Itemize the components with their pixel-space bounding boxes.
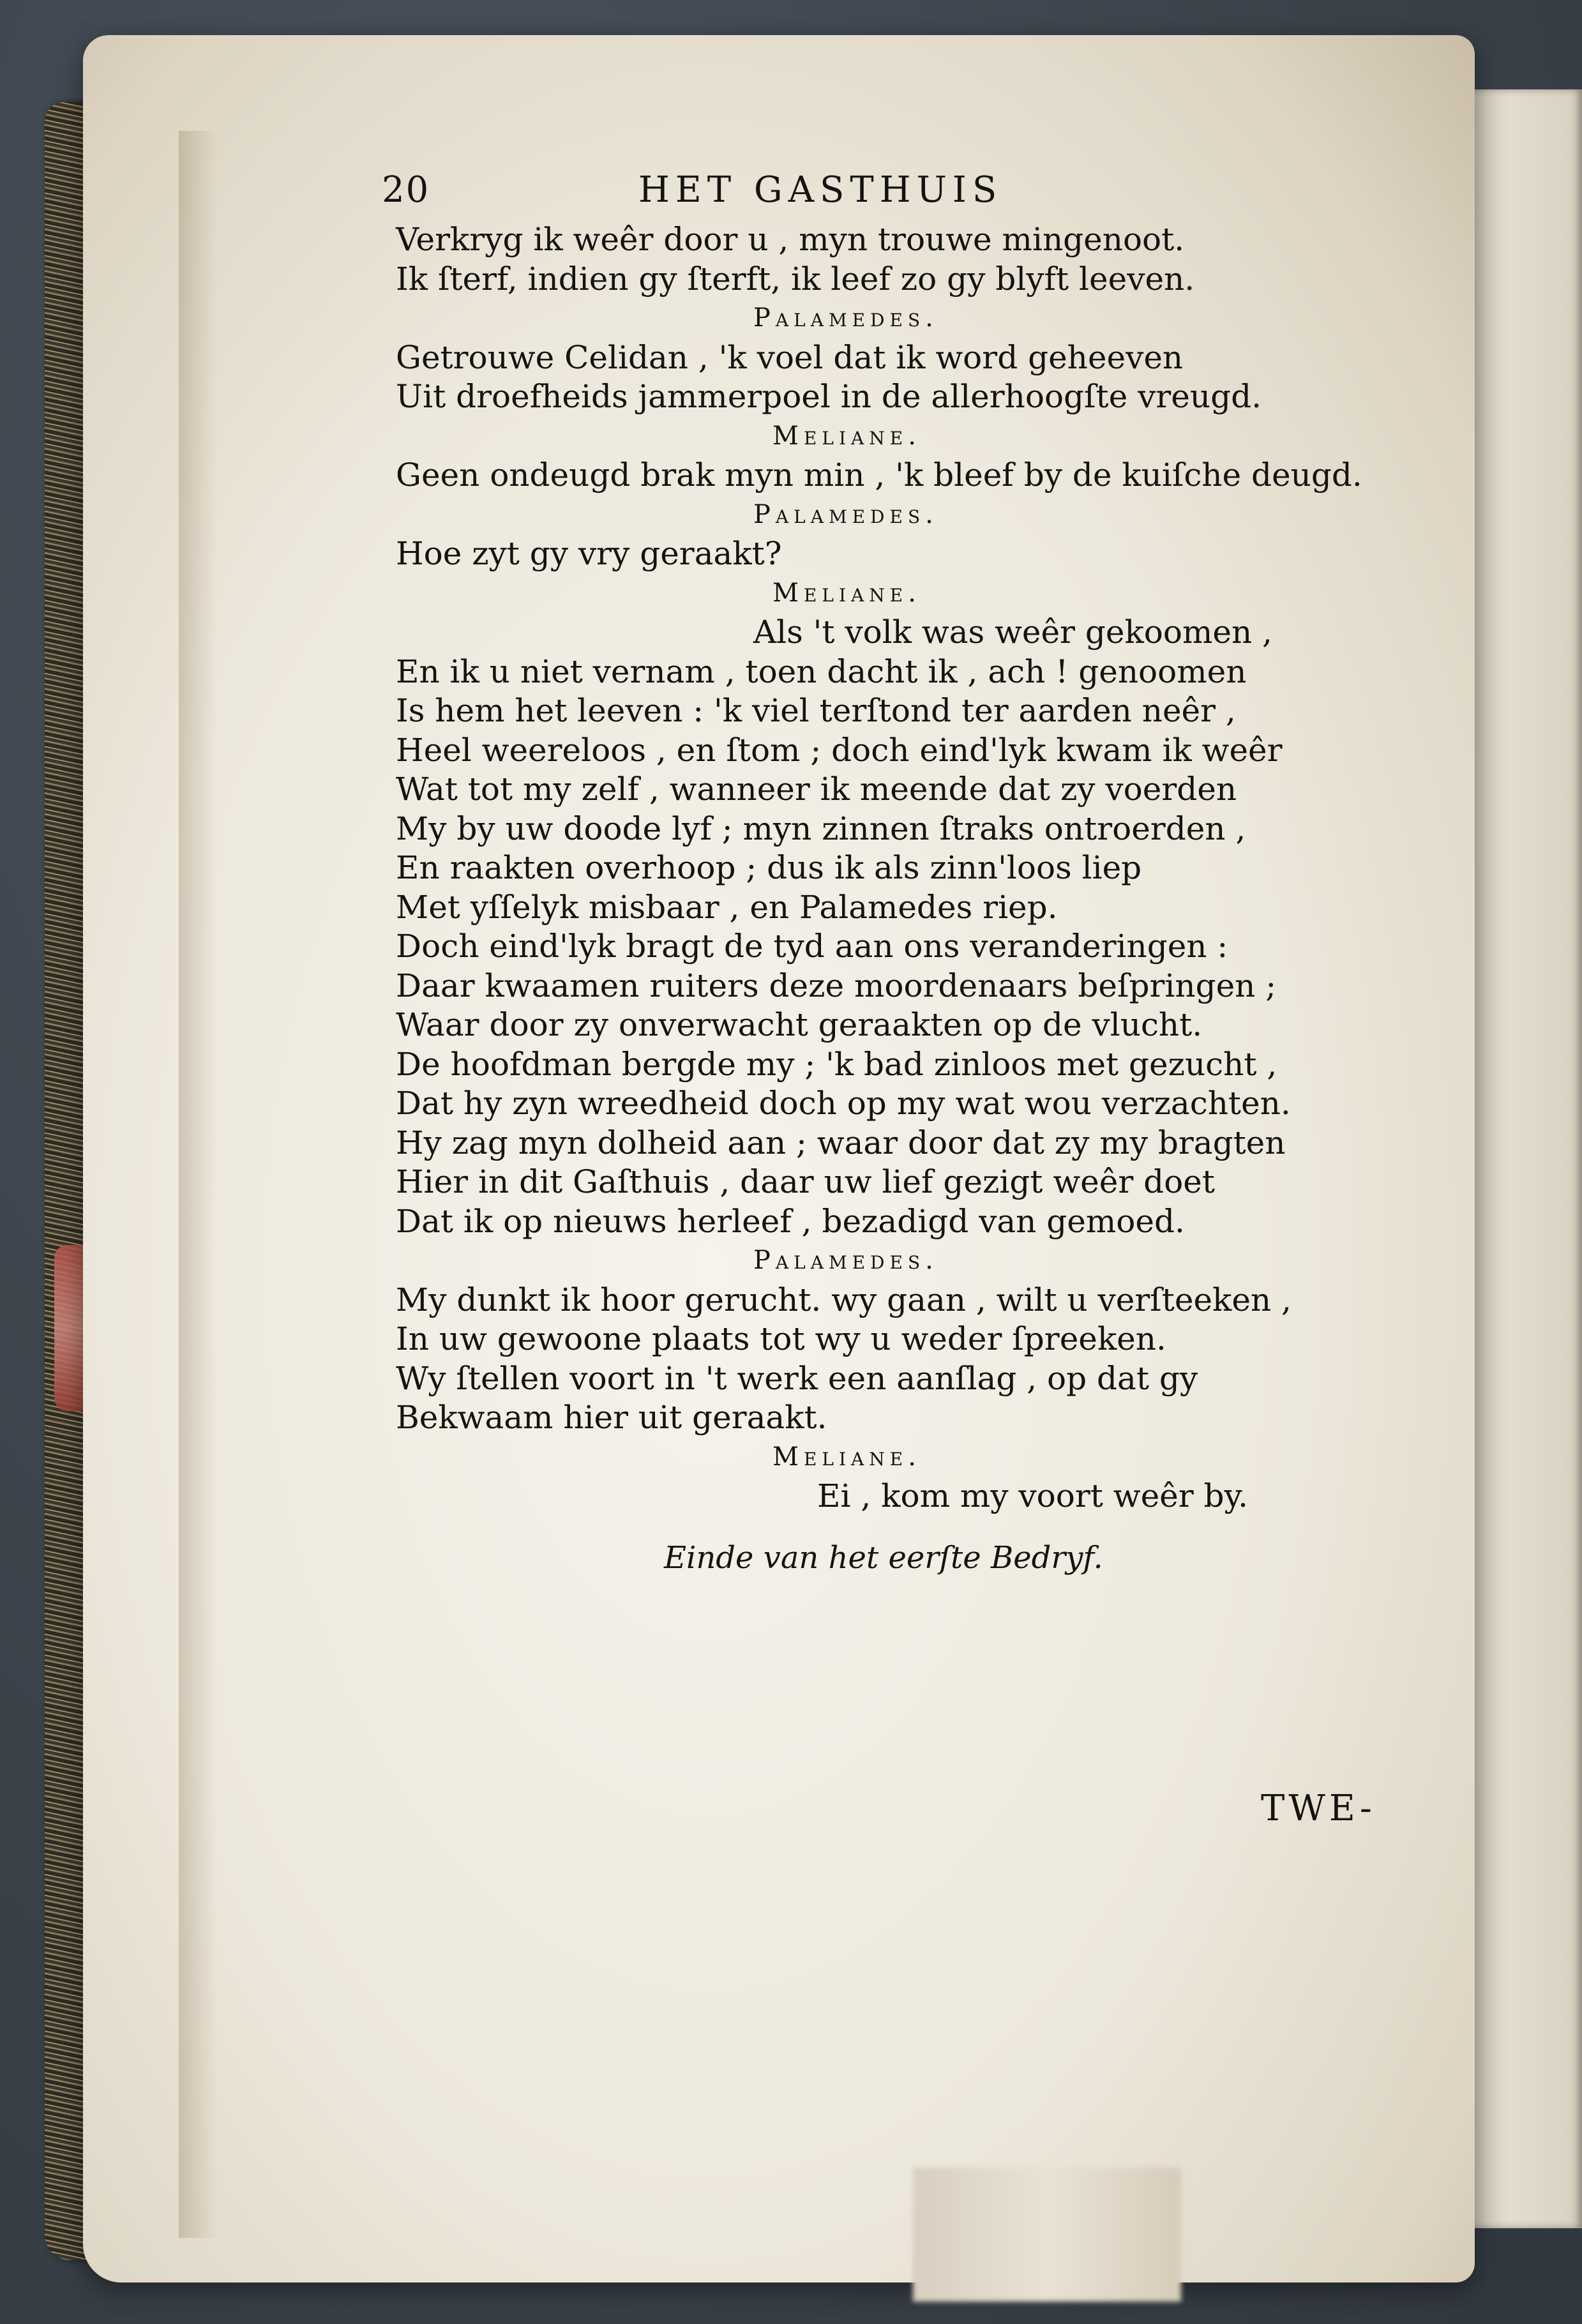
speaker-name: Palamedes. <box>753 303 938 333</box>
verse-line: Hy zag myn dolheid aan ; waar door dat zy my bragten <box>396 1124 1286 1161</box>
verse-line: Wy ſtellen voort in 't werk een aanſlag , op dat gy <box>396 1359 1198 1397</box>
verse-line: Uit droefheids jammerpoel in de allerhoogſte vreugd. <box>396 378 1262 415</box>
verse-line: Waar door zy onverwacht geraakten op de vlucht. <box>396 1006 1203 1043</box>
verse-line: Met yſſelyk misbaar , en Palamedes riep. <box>396 888 1058 926</box>
page-number: 20 <box>382 169 430 211</box>
verse-line: Als 't volk was weêr gekoomen , <box>753 614 1272 651</box>
speaker-name: Meliane. <box>772 578 921 608</box>
blurred-region <box>913 2168 1181 2302</box>
verse-line: Hoe zyt gy vry geraakt? <box>396 535 782 572</box>
verse-line: In uw gewoone plaats tot wy u weder ſpreeken. <box>396 1320 1166 1357</box>
speaker-name: Meliane. <box>772 1442 921 1472</box>
verse-line: Getrouwe Celidan , 'k voel dat ik word geheeven <box>396 338 1184 376</box>
speaker-name: Palamedes. <box>753 499 938 529</box>
catchword: TWE- <box>1261 1788 1376 1829</box>
verse-line: Geen ondeugd brak myn min , 'k bleef by de kuiſche deugd. <box>396 456 1362 494</box>
page-header <box>382 169 1392 220</box>
verse-line: Verkryg ik weêr door u , myn trouwe mingenoot. <box>396 221 1185 258</box>
verse-line: Bekwaam hier uit geraakt. <box>396 1399 827 1436</box>
verse-line: Dat ik op nieuws herleef , bezadigd van gemoed. <box>396 1202 1185 1240</box>
spacer <box>396 1516 1392 1535</box>
speaker-name: Palamedes. <box>753 1246 938 1275</box>
verse-line: En ik u niet vernam , toen dacht ik , ach ! genoomen <box>396 653 1247 690</box>
page-text <box>382 169 1392 1580</box>
verse-line: Dat hy zyn wreedheid doch op my wat wou verzachten. <box>396 1085 1291 1122</box>
running-head: HET GASTHUIS <box>638 169 1003 211</box>
verse-line: Daar kwaamen ruiters deze moordenaars beſpringen ; <box>396 967 1277 1004</box>
facing-page-edge <box>1462 89 1582 2228</box>
verse-line: Wat tot my zelf , wanneer ik meende dat zy voerden <box>396 771 1237 808</box>
verse-line: My by uw doode lyf ; myn zinnen ſtraks ontroerden , <box>396 810 1246 847</box>
verse-line: Hier in dit Gaſthuis , daar uw lief gezigt weêr doet <box>396 1163 1215 1200</box>
verse-line: Heel weereloos , en ſtom ; doch eind'lyk kwam ik weêr <box>396 731 1283 769</box>
verse-line: En raakten overhoop ; dus ik als zinn'loos liep <box>396 849 1142 886</box>
verse-line: Ik ſterf, indien gy ſterft, ik leef zo gy blyft leeven. <box>396 260 1195 298</box>
verse-line: De hoofdman bergde my ; 'k bad zinloos met gezucht , <box>396 1045 1277 1083</box>
verse-line: Is hem het leeven : 'k viel terſtond ter aarden neêr , <box>396 692 1236 729</box>
verse-line: Ei , kom my voort weêr by. <box>817 1477 1249 1514</box>
page-gutter-shadow <box>179 131 217 2238</box>
verse-line: Doch eind'lyk bragt de tyd aan ons veranderingen : <box>396 928 1228 965</box>
act-end-note: Einde van het eerſte Bedryf. <box>664 1539 1103 1576</box>
verse-line: My dunkt ik hoor gerucht. wy gaan , wilt u verſteeken , <box>396 1281 1292 1318</box>
speaker-name: Meliane. <box>772 421 921 451</box>
